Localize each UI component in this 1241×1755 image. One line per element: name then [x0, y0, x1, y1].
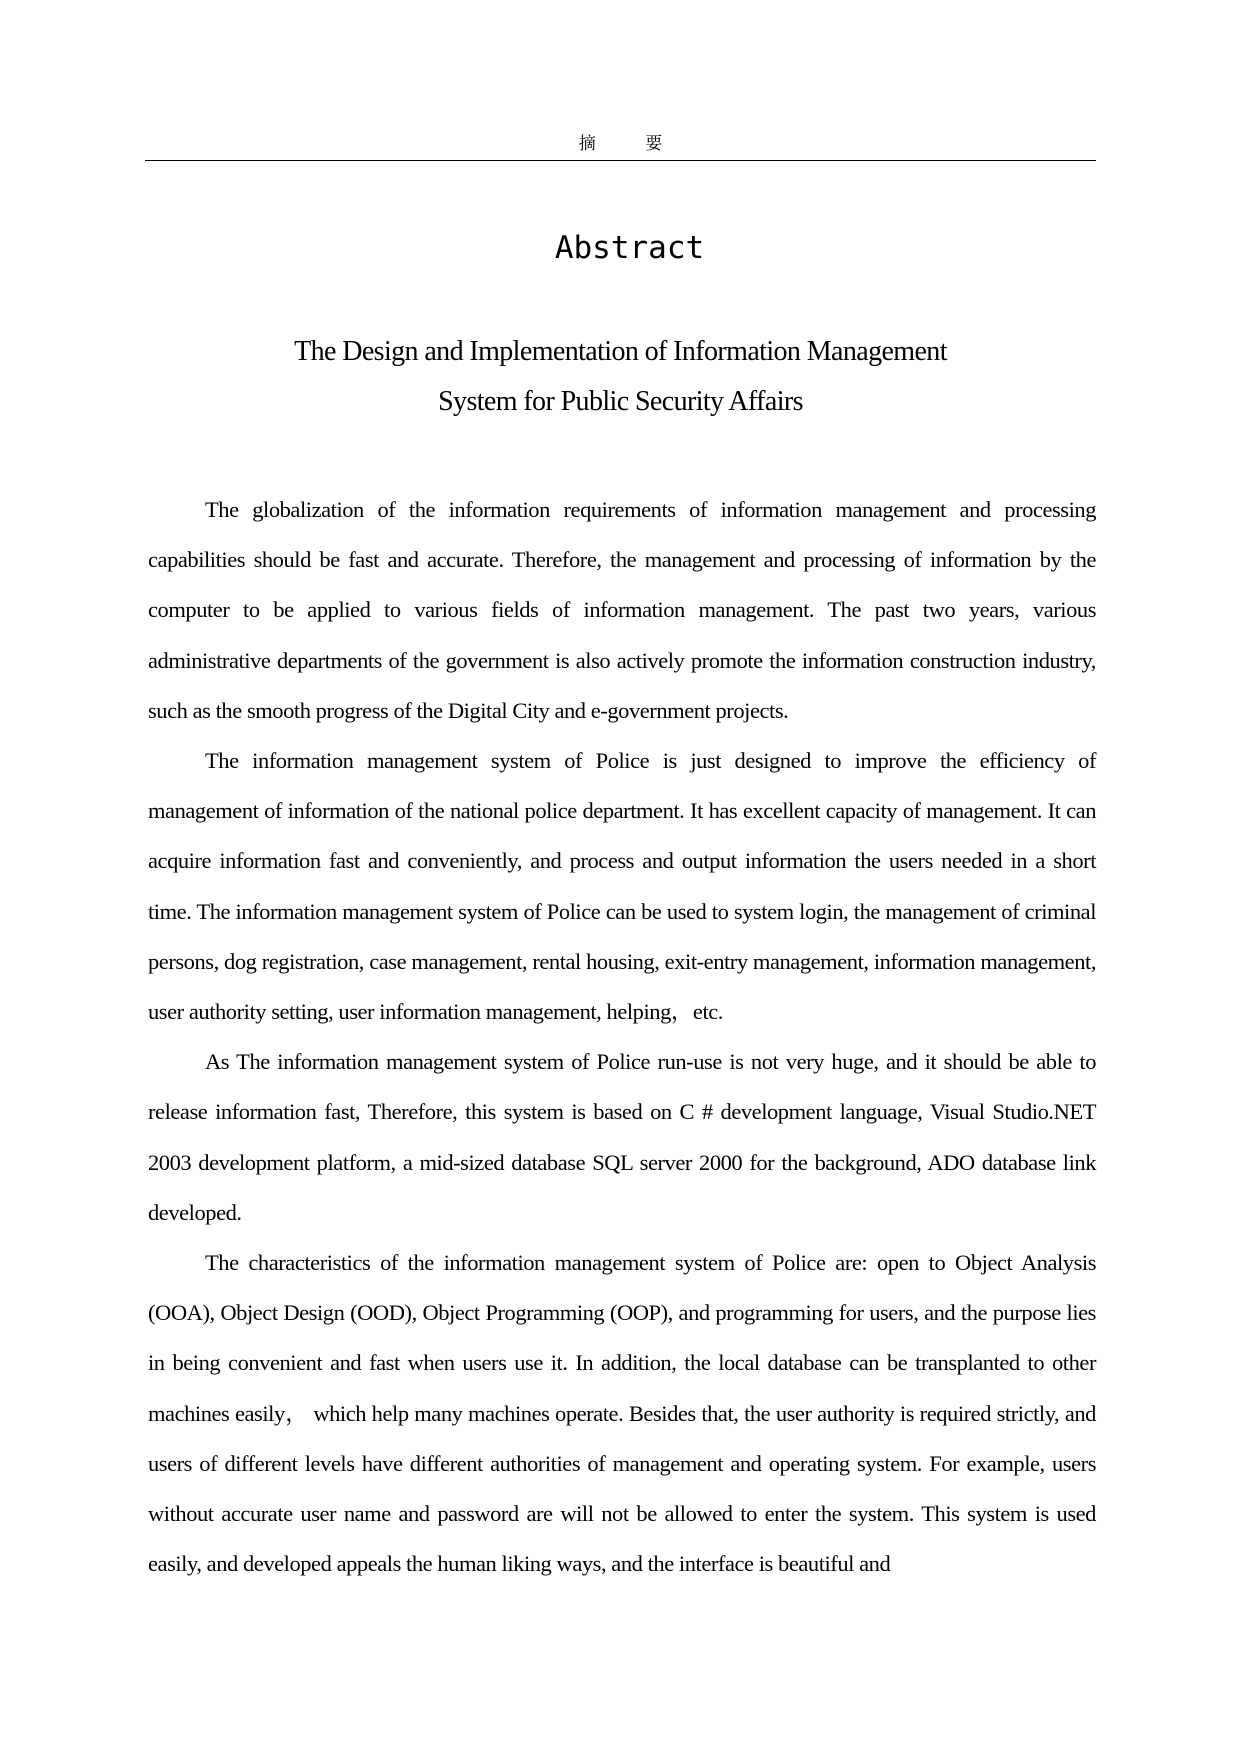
thesis-title-line-1: The Design and Implementation of Information Management	[294, 336, 947, 367]
abstract-body	[148, 485, 1096, 1589]
paragraph-2: The information management system of Police is just designed to improve the efficiency of management of information of the national police department. It has excellent capacity of management. It can acquire information fast and conveniently, and process and output information the users needed in a short time. The information management system of Police can be used to system login, the management of criminal persons, dog registration, case management, rental housing, exit-entry management, information management, user authority setting, user information management, helping，etc.	[148, 748, 1096, 1025]
paragraph-3: As The information management system of Police run-use is not very huge, and it should be able to release information fast, Therefore, this system is based on C # development language, Visual Studio.NET 2003 development platform, a mid-sized database SQL server 2000 for the background, ADO database link developed.	[148, 1049, 1096, 1225]
header-rule	[145, 160, 1096, 161]
running-header: 摘 要	[578, 134, 685, 154]
abstract-heading: Abstract	[554, 230, 705, 266]
paragraph-4: The characteristics of the information management system of Police are: open to Object Analysis (OOA), Object Design (OOD), Object Programming (OOP), and programming for users, and the purpose lies in being convenient and fast when users use it. In addition, the local database can be transplanted to other machines easily， which help many machines operate. Besides that, the user authority is required strictly, and users of different levels have different authorities of management and operating system. For example, users without accurate user name and password are will not be allowed to enter the system. This system is used easily, and developed appeals the human liking ways, and the interface is beautiful and	[148, 1250, 1096, 1577]
thesis-title-line-2: System for Public Security Affairs	[438, 386, 803, 417]
paragraph-1: The globalization of the information requirements of information management and processing capabilities should be fast and accurate. Therefore, the management and processing of information by the computer to be applied to various fields of information management. The past two years, various administrative departments of the government is also actively promote the information construction industry, such as the smooth progress of the Digital City and e-government projects.	[148, 497, 1096, 723]
